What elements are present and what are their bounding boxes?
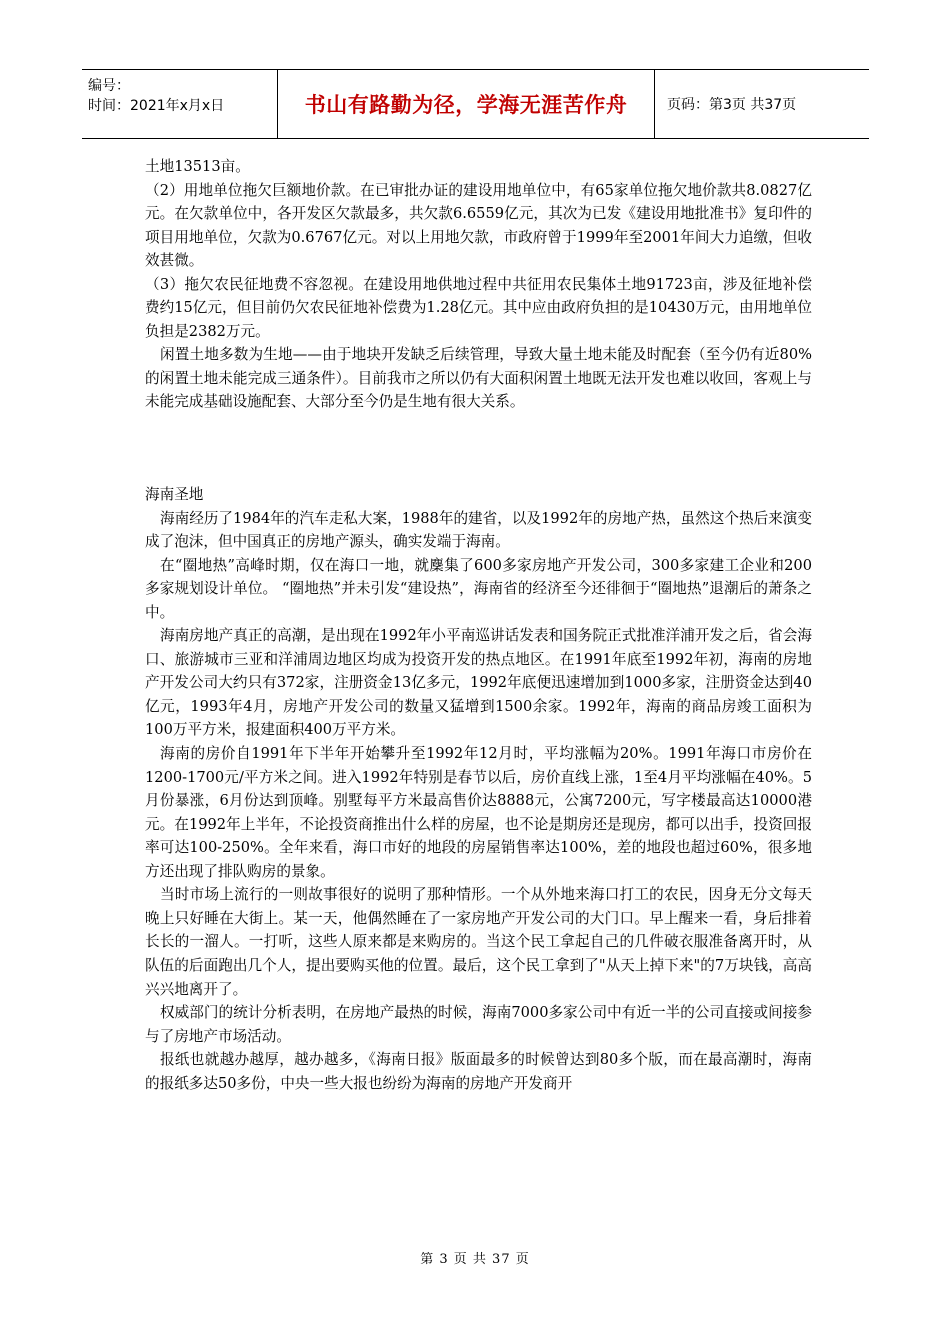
page-header — [82, 69, 869, 139]
section-spacer — [145, 414, 812, 483]
document-number-label: 编号： — [88, 78, 130, 94]
header-motto: 书山有路勤为径，学海无涯苦作舟 — [278, 70, 655, 138]
paragraph: 闲置土地多数为生地——由于地块开发缺乏后续管理，导致大量土地未能及时配套（至今仍有近80%的闲置土地未能完成三通条件）。目前我市之所以仍有大面积闲置土地既无法开发也难以收回，客观上与未能完成基础设施配套、大部分至今仍是生地有很大关系。 — [145, 346, 812, 411]
header-page-number: 页码：第3页 共37页 — [667, 97, 797, 113]
paragraph: 报纸也就越办越厚，越办越多，《海南日报》版面最多的时候曾达到80多个版，而在最高潮时，海南的报纸多达50多份，中央一些大报也纷纷为海南的房地产开发商开 — [145, 1051, 812, 1092]
paragraph: 土地13513亩。 — [145, 158, 250, 175]
paragraph: （2）用地单位拖欠巨额地价款。在已审批办证的建设用地单位中，有65家单位拖欠地价款共8.0827亿元。在欠款单位中，各开发区欠款最多，共欠款6.6559亿元，其次为已发《建设用地批准书》复印件的项目用地单位，欠款为0.6767亿元。对以上用地欠款，市政府曾于1999年至2001年间大力追缴，但收效甚微。 — [145, 181, 812, 270]
page-footer: 第 3 页 共 37 页 — [420, 1252, 530, 1267]
paragraph: 海南房地产真正的高潮，是出现在1992年小平南巡讲话发表和国务院正式批准洋浦开发之后，省会海口、旅游城市三亚和洋浦周边地区均成为投资开发的热点地区。在1991年底至1992年初，海南的房地产开发公司大约只有372家，注册资金13亿多元，1992年底便迅速增加到1000多家，注册资金达到40亿元，1993年4月，房地产开发公司的数量又猛增到1500余家。1992年，海南的商品房竣工面积为100万平方米，报建面积400万平方米。 — [145, 627, 812, 739]
paragraph: 海南经历了1984年的汽车走私大案，1988年的建省，以及1992年的房地产热，虽然这个热后来演变成了泡沫，但中国真正的房地产源头，确实发端于海南。 — [145, 509, 812, 551]
paragraph: 权威部门的统计分析表明，在房地产最热的时候，海南7000多家公司中有近一半的公司直接或间接参与了房地产市场活动。 — [145, 1004, 812, 1045]
section-heading: 海南圣地 — [145, 486, 204, 504]
paragraph: 当时市场上流行的一则故事很好的说明了那种情形。一个从外地来海口打工的农民，因身无分文每天晚上只好睡在大街上。某一天，他偶然睡在了一家房地产开发公司的大门口。早上醒来一看，身后排着长长的一溜人。一打听，这些人原来都是来购房的。当这个民工拿起自己的几件破衣服准备离开时，从队伍的后面跑出几个人，提出要购买他的位置。最后，这个民工拿到了"从天上掉下来"的7万块钱，高高兴兴地离开了。 — [145, 886, 812, 998]
document-body — [145, 155, 812, 1095]
paragraph: 在“圈地热”高峰时期，仅在海口一地，就麇集了600多家房地产开发公司，300多家建工企业和200多家规划设计单位。 “圈地热”并未引发“建设热”，海南省的经济至今还徘徊于“圈地热”退潮后的萧条之中。 — [145, 556, 812, 621]
document-date-label: 时间：2021年x月x日 — [88, 98, 225, 114]
header-meta — [82, 70, 278, 138]
paragraph: 海南的房价自1991年下半年开始攀升至1992年12月时，平均涨幅为20%。1991年海口市房价在1200-1700元/平方米之间。进入1992年特别是春节以后，房价直线上涨，1至4月平均涨幅在40%。5月份暴涨，6月份达到顶峰。别墅每平方米最高售价达8888元，公寓7200元，写字楼最高达10000港元。在1992年上半年，不论投资商推出什么样的房屋，也不论是期房还是现房，都可以出手，投资回报率可达100-250%。全年来看，海口市好的地段的房屋销售率达100%，差的地段也超过60%，很多地方还出现了排队购房的景象。 — [145, 745, 812, 880]
paragraph: （3）拖欠农民征地费不容忽视。在建设用地供地过程中共征用农民集体土地91723亩，涉及征地补偿费约15亿元，但目前仍欠农民征地补偿费为1.28亿元。其中应由政府负担的是10430万元，由用地单位负担是2382万元。 — [145, 275, 812, 340]
